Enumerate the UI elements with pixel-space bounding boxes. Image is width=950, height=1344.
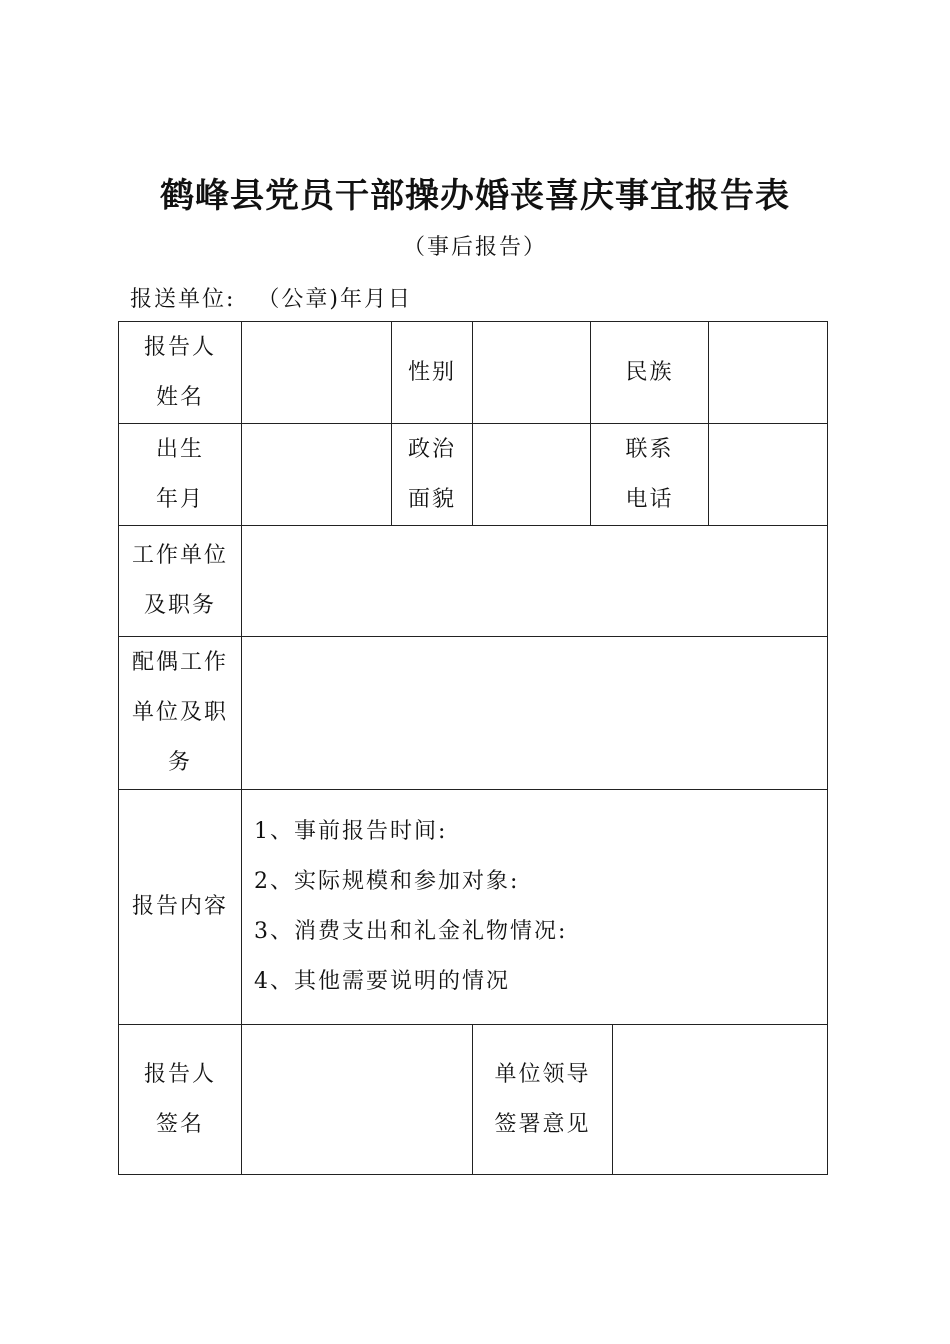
form-subtitle: （事后报告）	[402, 235, 547, 260]
political-field[interactable]	[473, 424, 591, 526]
seal-text: （公章)	[257, 287, 341, 312]
birth-label-cell: 出生 年月	[119, 424, 242, 526]
form-title: 鹤峰县党员干部操办婚丧喜庆事宜报告表	[160, 176, 790, 216]
ethnicity-field[interactable]	[709, 322, 828, 424]
report-meta	[130, 282, 412, 313]
table-row	[119, 790, 828, 1025]
gender-label-cell: 性别	[392, 322, 473, 424]
spouse-label-cell: 配偶工作 单位及职 务	[119, 637, 242, 790]
table-row	[119, 424, 828, 526]
work-field[interactable]	[242, 526, 828, 637]
report-item-2: 2、实际规模和参加对象:	[254, 869, 520, 894]
phone-field[interactable]	[709, 424, 828, 526]
spouse-field[interactable]	[242, 637, 828, 790]
leader-label-cell: 单位领导 签署意见	[473, 1025, 613, 1175]
table-row	[119, 526, 828, 637]
date-text: 年月日	[340, 287, 413, 312]
unit-label: 报送单位:	[130, 287, 236, 312]
report-item-1: 1、事前报告时间:	[254, 819, 448, 844]
gender-field[interactable]	[473, 322, 591, 424]
report-form-table	[118, 321, 828, 1175]
signature-label-cell: 报告人 签名	[119, 1025, 242, 1175]
table-row	[119, 637, 828, 790]
name-label-cell: 报告人 姓名	[119, 322, 242, 424]
leader-opinion-field[interactable]	[613, 1025, 828, 1175]
report-item-3: 3、消费支出和礼金礼物情况:	[254, 919, 568, 944]
report-item-4: 4、其他需要说明的情况	[254, 969, 510, 994]
work-label-cell: 工作单位 及职务	[119, 526, 242, 637]
table-row	[119, 1025, 828, 1175]
report-content-field[interactable]	[242, 790, 828, 1025]
birth-field[interactable]	[242, 424, 392, 526]
table-row	[119, 322, 828, 424]
report-content-label-cell: 报告内容	[119, 790, 242, 1025]
phone-label-cell: 联系 电话	[591, 424, 709, 526]
name-field[interactable]	[242, 322, 392, 424]
political-label-cell: 政治 面貌	[392, 424, 473, 526]
ethnicity-label-cell: 民族	[591, 322, 709, 424]
signature-field[interactable]	[242, 1025, 473, 1175]
